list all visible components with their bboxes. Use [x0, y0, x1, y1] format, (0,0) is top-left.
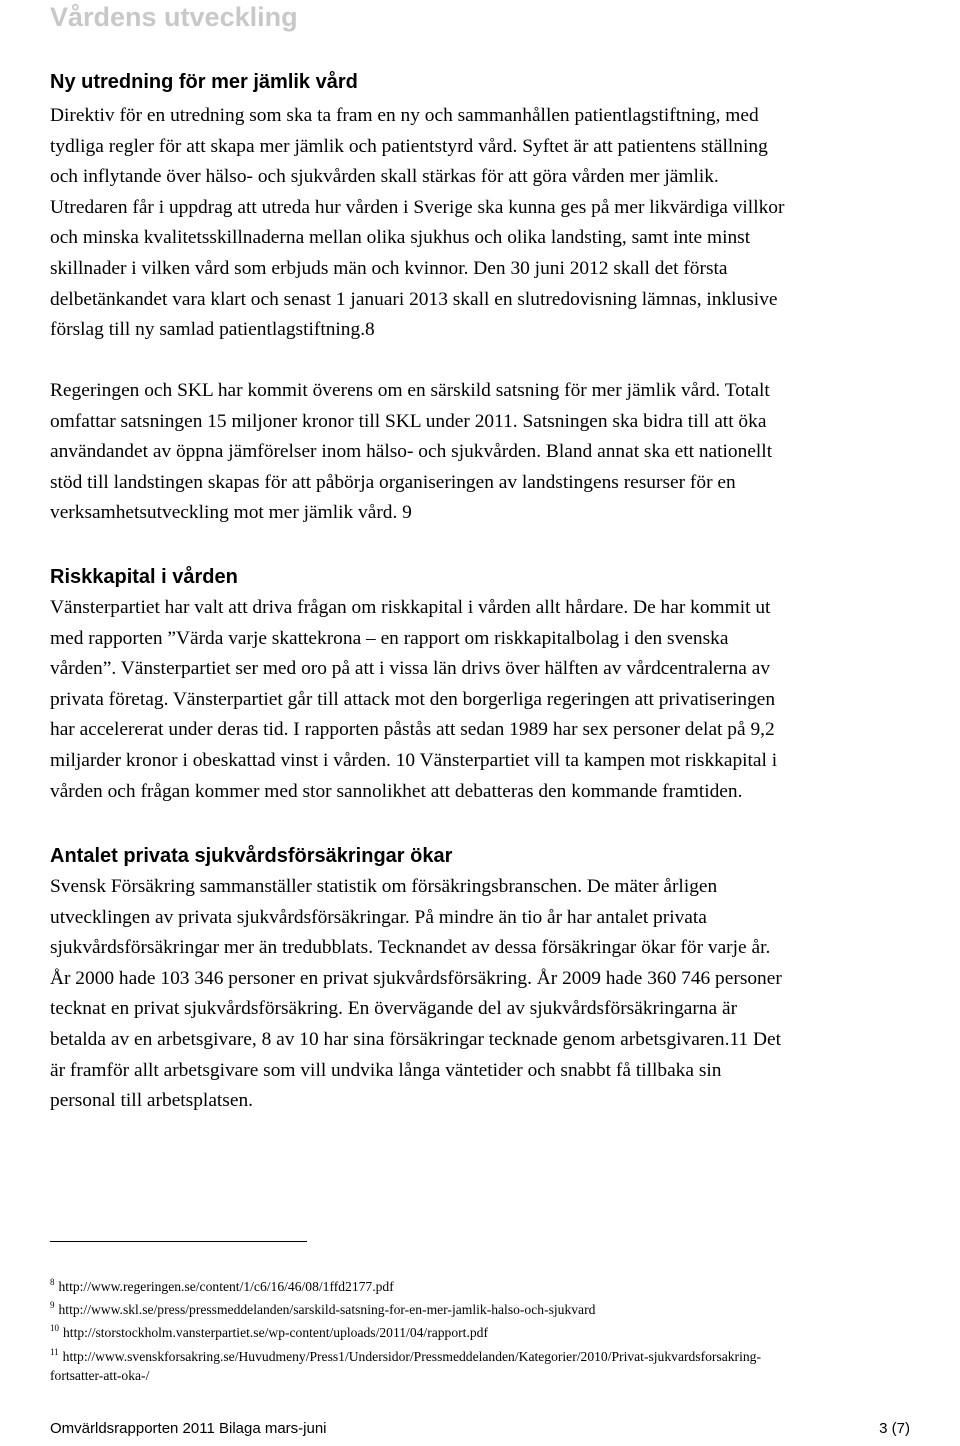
text-line: användandet av öppna jämförelser inom hälso- och sjukvården. Bland annat ska ett nationellt — [50, 441, 773, 463]
text-line: Utredaren får i uppdrag att utreda hur vården i Sverige ska kunna ges på mer likvärdiga villkor — [50, 196, 785, 218]
text-line: förslag till ny samlad patientlagstiftning.8 — [50, 319, 375, 341]
text-line: vården”. Vänsterpartiet ser med oro på att i vissa län drivs över hälften av vårdcentralerna av — [50, 658, 771, 680]
text-line: tecknat en privat sjukvårdsförsäkring. En övervägande del av sjukvårdsförsäkringarna är — [50, 998, 738, 1020]
text-line: stöd till landstingen skapas för att påbörja organiseringen av landstingens resurser för en — [50, 471, 736, 493]
footnote-link[interactable]: http://storstockholm.vansterpartiet.se/wp-content/uploads/2011/04/rapport.pdf — [63, 1325, 488, 1341]
footer-page-number: 3 (7) — [879, 1420, 910, 1437]
text-line: sjukvårdsförsäkringar mer än tredubblats. Tecknandet av dessa försäkringar ökar för varje år. — [50, 937, 771, 959]
footnotes — [50, 1273, 940, 1385]
footnote-number: 9 — [50, 1300, 55, 1311]
paragraph-jamlik-vard-1 — [50, 101, 928, 346]
text-line: tydliga regler för att skapa mer jämlik och patientstyrd vård. Syftet är att patientens ställning — [50, 135, 768, 157]
footnote-link[interactable]: fortsatter-att-oka-/ — [50, 1367, 150, 1383]
text-line: miljarder kronor i obeskattad vinst i vården. 10 Vänsterpartiet vill ta kampen mot riskkapital i — [50, 749, 778, 771]
footnote-11[interactable] — [50, 1343, 940, 1366]
text-line: Svensk Försäkring sammanställer statistik om försäkringsbranschen. De mäter årligen — [50, 876, 718, 897]
text-line: utvecklingen av privata sjukvårdsförsäkringar. På mindre än tio år har antalet privata — [50, 906, 707, 928]
text-line: är framför allt arbetsgivare som vill undvika långa väntetider och snabbt få tillbaka sin — [50, 1059, 722, 1081]
text-line: och minska kvalitetsskillnaderna mellan olika sjukhus och olika landsting, samt inte minst — [50, 227, 751, 249]
text-line: Vänsterpartiet har valt att driva frågan om riskkapital i vården allt hårdare. De har kommit ut — [50, 597, 771, 618]
text-line: vården och frågan kommer med stor sannolikhet att debatteras den kommande framtiden. — [50, 780, 743, 802]
footnote-link[interactable]: http://www.skl.se/press/pressmeddelanden/sarskild-satsning-for-en-mer-jamlik-halso-och-sjukvard — [58, 1302, 596, 1318]
text-line: Direktiv för en utredning som ska ta fram en ny och sammanhållen patientlagstiftning, med — [50, 105, 759, 126]
footnote-number: 8 — [50, 1277, 55, 1287]
text-line: har accelererat under deras tid. I rapporten påstås att sedan 1989 har sex personer delat på 9,2 — [50, 719, 775, 741]
section-heading-riskkapital: Riskkapital i vården — [50, 566, 238, 588]
footer-document-title: Omvärldsrapporten 2011 Bilaga mars-juni — [50, 1420, 327, 1437]
footnote-link[interactable]: http://www.regeringen.se/content/1/c6/16/46/08/1ffd2177.pdf — [58, 1279, 394, 1294]
footnote-9[interactable] — [50, 1296, 940, 1319]
footnote-8[interactable] — [50, 1273, 940, 1296]
text-line: och inflytande över hälso- och sjukvården skall stärkas för att göra vården mer jämlik. — [50, 166, 719, 188]
paragraph-jamlik-vard-2 — [50, 376, 928, 529]
footnote-number: 11 — [50, 1346, 59, 1357]
text-line: omfattar satsningen 15 miljoner kronor till SKL under 2011. Satsningen ska bidra till att öka — [50, 410, 767, 432]
footnote-10[interactable] — [50, 1319, 940, 1342]
section-heading-sjukvardsforsakringar: Antalet privata sjukvårdsförsäkringar ökar — [50, 845, 453, 867]
text-line: betalda av en arbetsgivare, 8 av 10 har sina försäkringar tecknade genom arbetsgivaren.11 Det — [50, 1028, 781, 1050]
footnote-11-continued[interactable] — [50, 1366, 940, 1385]
text-line: privata företag. Vänsterpartiet går till attack mot den borgerliga regeringen att privatiseringen — [50, 688, 776, 710]
text-line: delbetänkandet vara klart och senast 1 januari 2013 skall en slutredovisning lämnas, inklusive — [50, 288, 778, 310]
footnote-number: 10 — [50, 1323, 59, 1334]
footnote-link[interactable]: http://www.svenskforsakring.se/Huvudmeny/Press1/Undersidor/Pressmeddelanden/Kategorier/2010/Privat-sjukvardsforsakring- — [62, 1348, 761, 1364]
text-line: verksamhetsutveckling mot mer jämlik vård. 9 — [50, 502, 412, 524]
text-line: Regeringen och SKL har kommit överens om en särskild satsning för mer jämlik vård. Totalt — [50, 380, 770, 401]
text-line: personal till arbetsplatsen. — [50, 1090, 254, 1112]
text-line: skillnader i vilken vård som erbjuds män och kvinnor. Den 30 juni 2012 skall det första — [50, 257, 728, 279]
section-heading-jamlik-vard: Ny utredning för mer jämlik vård — [50, 71, 358, 93]
paragraph-riskkapital — [50, 593, 928, 807]
text-line: År 2000 hade 103 346 personer en privat sjukvårdsförsäkring. År 2009 hade 360 746 personer — [50, 967, 782, 989]
paragraph-sjukvardsforsakringar — [50, 872, 928, 1117]
footnote-separator — [50, 1241, 307, 1242]
page-title: Vårdens utveckling — [50, 2, 298, 32]
text-line: med rapporten ”Värda varje skattekrona – en rapport om riskkapitalbolag i den svenska — [50, 627, 729, 649]
